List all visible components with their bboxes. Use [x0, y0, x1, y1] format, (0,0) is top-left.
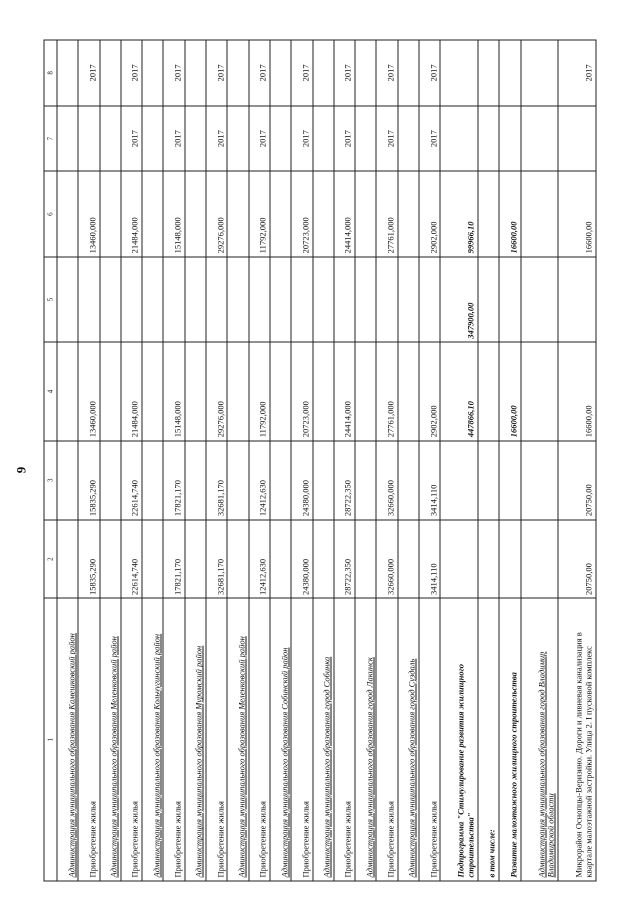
row-label: Приобретение жилья	[419, 598, 440, 881]
col-header: 3	[44, 441, 57, 520]
cell-c3	[440, 441, 478, 520]
cell-c7	[313, 106, 334, 172]
col-header: 2	[44, 520, 57, 599]
cell-c7	[227, 106, 248, 172]
row-label: Администрация муниципального образования Собинский район	[270, 598, 291, 881]
cell-c7	[78, 106, 99, 172]
cell-c3: 32660,000	[376, 441, 397, 520]
cell-c2: 15835,290	[78, 520, 99, 599]
cell-c6: 21484,000	[121, 171, 142, 256]
cell-c7: 2017	[291, 106, 312, 172]
col-header: 5	[44, 257, 57, 342]
row-label: Приобретение жилья	[121, 598, 142, 881]
cell-c3: 32681,170	[206, 441, 227, 520]
cell-c7: 2017	[376, 106, 397, 172]
cell-c2	[270, 520, 291, 599]
cell-c7	[440, 106, 478, 172]
page-number: 9	[13, 466, 29, 474]
cell-c7: 2017	[163, 106, 184, 172]
cell-c7: 2017	[249, 106, 270, 172]
row-label: Администрация муниципального образования Кольчугинский район	[142, 598, 163, 881]
cell-c3: 12412,630	[249, 441, 270, 520]
cell-c6	[398, 171, 419, 256]
table-row	[249, 40, 270, 881]
cell-c8: 2017	[249, 40, 270, 106]
cell-c2	[227, 520, 248, 599]
cell-c6: 24414,000	[334, 171, 355, 256]
cell-c5	[313, 257, 334, 342]
cell-c7	[270, 106, 291, 172]
cell-c2	[499, 520, 520, 599]
cell-c7: 2017	[206, 106, 227, 172]
cell-c5	[478, 257, 499, 342]
cell-c5	[398, 257, 419, 342]
cell-c8	[355, 40, 376, 106]
cell-c5	[163, 257, 184, 342]
cell-c8: 2017	[206, 40, 227, 106]
col-header: 4	[44, 342, 57, 441]
cell-c5	[78, 257, 99, 342]
cell-c4: 20723,000	[291, 342, 312, 441]
row-label: Администрация муниципального образования город Суздаль	[398, 598, 419, 881]
cell-c8	[499, 40, 520, 106]
row-label: Администрация муниципального образования город Лакинск	[355, 598, 376, 881]
row-label: Приобретение жилья	[249, 598, 270, 881]
cell-c3: 15835,290	[78, 441, 99, 520]
cell-c4	[185, 342, 206, 441]
cell-c2	[355, 520, 376, 599]
table-row	[334, 40, 355, 881]
cell-c7	[57, 106, 78, 172]
cell-c2	[57, 520, 78, 599]
cell-c3	[142, 441, 163, 520]
cell-c5	[334, 257, 355, 342]
cell-c6: 15148,000	[163, 171, 184, 256]
cell-c4	[270, 342, 291, 441]
row-label: Приобретение жилья	[334, 598, 355, 881]
cell-c5	[355, 257, 376, 342]
row-label: Развитие малоэтажного жилищного строительства	[499, 598, 520, 881]
cell-c4	[313, 342, 334, 441]
cell-c7	[185, 106, 206, 172]
cell-c7: 2017	[419, 106, 440, 172]
table-row	[419, 40, 440, 881]
cell-c4: 447866,10	[440, 342, 478, 441]
cell-c8	[100, 40, 121, 106]
cell-c6: 16600,00	[499, 171, 520, 256]
table-row	[206, 40, 227, 881]
row-label: Приобретение жилья	[163, 598, 184, 881]
cell-c8	[57, 40, 78, 106]
cell-c2	[521, 520, 559, 599]
cell-c2: 20750,00	[558, 520, 596, 599]
cell-c5	[249, 257, 270, 342]
cell-c2	[142, 520, 163, 599]
cell-c8: 2017	[78, 40, 99, 106]
cell-c6: 2902,000	[419, 171, 440, 256]
cell-c6	[227, 171, 248, 256]
cell-c7	[355, 106, 376, 172]
cell-c2	[478, 520, 499, 599]
cell-c6	[100, 171, 121, 256]
row-label: Администрация муниципального образования Муромский район	[185, 598, 206, 881]
cell-c4	[227, 342, 248, 441]
header-row	[44, 40, 57, 881]
cell-c6	[478, 171, 499, 256]
cell-c7	[100, 106, 121, 172]
cell-c5	[100, 257, 121, 342]
row-label: Приобретение жилья	[78, 598, 99, 881]
cell-c2: 12412,630	[249, 520, 270, 599]
cell-c7: 2017	[334, 106, 355, 172]
cell-c3	[227, 441, 248, 520]
cell-c8: 2017	[334, 40, 355, 106]
cell-c8	[270, 40, 291, 106]
cell-c4	[355, 342, 376, 441]
section-heading-row	[313, 40, 334, 881]
cell-c6	[57, 171, 78, 256]
cell-c4	[398, 342, 419, 441]
col-header: 8	[44, 40, 57, 106]
cell-c7	[478, 106, 499, 172]
section-heading-row	[100, 40, 121, 881]
cell-c4: 13460,000	[78, 342, 99, 441]
cell-c2	[398, 520, 419, 599]
cell-c4	[478, 342, 499, 441]
table-row	[558, 40, 596, 881]
cell-c4: 29276,000	[206, 342, 227, 441]
cell-c8: 2017	[121, 40, 142, 106]
table-row	[78, 40, 99, 881]
cell-c3	[270, 441, 291, 520]
row-label: Администрация муниципального образования Меленковский район	[227, 598, 248, 881]
cell-c7	[398, 106, 419, 172]
cell-c8: 2017	[376, 40, 397, 106]
cell-c2	[313, 520, 334, 599]
cell-c6: 11792,000	[249, 171, 270, 256]
cell-c6	[355, 171, 376, 256]
cell-c2: 32660,000	[376, 520, 397, 599]
cell-c6: 13460,000	[78, 171, 99, 256]
cell-c3	[355, 441, 376, 520]
row-label: Приобретение жилья	[291, 598, 312, 881]
cell-c6	[185, 171, 206, 256]
section-heading-row	[355, 40, 376, 881]
cell-c8	[398, 40, 419, 106]
cell-c3	[521, 441, 559, 520]
cell-c6: 29276,000	[206, 171, 227, 256]
row-label: Микрорайон Оснопцы-Веризино. Дороги и ливневая канализация в квартале малоэтажной застройки. Улица 2. I пусковой комплекс	[558, 598, 596, 881]
cell-c8	[521, 40, 559, 106]
cell-c5	[521, 257, 559, 342]
section-heading-row	[521, 40, 559, 881]
section-heading-row	[398, 40, 419, 881]
col-header: 1	[44, 598, 57, 881]
cell-c2	[100, 520, 121, 599]
section-heading-row	[185, 40, 206, 881]
cell-c7: 2017	[121, 106, 142, 172]
cell-c2: 28722,350	[334, 520, 355, 599]
section-heading-row	[57, 40, 78, 881]
cell-c6	[521, 171, 559, 256]
cell-c5	[57, 257, 78, 342]
table-row	[376, 40, 397, 881]
cell-c4: 16600,00	[558, 342, 596, 441]
cell-c2: 32681,170	[206, 520, 227, 599]
cell-c3	[478, 441, 499, 520]
cell-c3: 3414,110	[419, 441, 440, 520]
cell-c3: 24380,000	[291, 441, 312, 520]
cell-c3	[313, 441, 334, 520]
row-label: Подпрограмма "Стимулирование развития жилищного строительства"	[440, 598, 478, 881]
table-row	[440, 40, 478, 881]
section-heading-row	[478, 40, 499, 881]
table-row	[163, 40, 184, 881]
cell-c8: 2017	[291, 40, 312, 106]
cell-c7	[142, 106, 163, 172]
cell-c4: 2902,000	[419, 342, 440, 441]
cell-c5	[499, 257, 520, 342]
cell-c5	[270, 257, 291, 342]
cell-c3	[100, 441, 121, 520]
row-label: Администрация муниципального образования Меленковский район	[100, 598, 121, 881]
cell-c2: 24380,000	[291, 520, 312, 599]
cell-c2	[185, 520, 206, 599]
cell-c4: 15148,000	[163, 342, 184, 441]
cell-c8	[227, 40, 248, 106]
cell-c4: 16600,00	[499, 342, 520, 441]
cell-c6: 99966,10	[440, 171, 478, 256]
row-label: Администрация муниципального образования город Владимир Владимирской области	[521, 598, 559, 881]
cell-c5	[419, 257, 440, 342]
table-row	[291, 40, 312, 881]
rotated-table-wrapper	[44, 40, 597, 882]
cell-c3	[185, 441, 206, 520]
cell-c6	[313, 171, 334, 256]
row-label: Администрация муниципального образования город Собинка	[313, 598, 334, 881]
cell-c5	[558, 257, 596, 342]
cell-c3	[57, 441, 78, 520]
cell-c4: 21484,000	[121, 342, 142, 441]
col-header: 6	[44, 171, 57, 256]
cell-c6: 16600,00	[558, 171, 596, 256]
cell-c8: 2017	[419, 40, 440, 106]
cell-c2	[440, 520, 478, 599]
cell-c3: 28722,350	[334, 441, 355, 520]
cell-c3	[398, 441, 419, 520]
cell-c3: 20750,00	[558, 441, 596, 520]
cell-c4: 11792,000	[249, 342, 270, 441]
row-label: Приобретение жилья	[376, 598, 397, 881]
cell-c5	[121, 257, 142, 342]
cell-c5	[291, 257, 312, 342]
cell-c4	[57, 342, 78, 441]
cell-c3: 22614,740	[121, 441, 142, 520]
cell-c4: 27761,000	[376, 342, 397, 441]
table-row	[121, 40, 142, 881]
cell-c6	[270, 171, 291, 256]
cell-c4: 24414,000	[334, 342, 355, 441]
table-row	[499, 40, 520, 881]
row-label: в том числе:	[478, 598, 499, 881]
cell-c2: 22614,740	[121, 520, 142, 599]
cell-c3: 17821,170	[163, 441, 184, 520]
section-heading-row	[142, 40, 163, 881]
cell-c5	[227, 257, 248, 342]
cell-c6	[142, 171, 163, 256]
cell-c5	[142, 257, 163, 342]
col-header: 7	[44, 106, 57, 172]
cell-c8	[478, 40, 499, 106]
cell-c8: 2017	[558, 40, 596, 106]
row-label: Администрация муниципального образования Камешковский район	[57, 598, 78, 881]
cell-c6: 20723,000	[291, 171, 312, 256]
cell-c5	[185, 257, 206, 342]
cell-c4	[521, 342, 559, 441]
cell-c2: 3414,110	[419, 520, 440, 599]
cell-c7	[499, 106, 520, 172]
cell-c5: 347900,00	[440, 257, 478, 342]
row-label: Приобретение жилья	[206, 598, 227, 881]
cell-c4	[142, 342, 163, 441]
cell-c8	[440, 40, 478, 106]
cell-c8: 2017	[163, 40, 184, 106]
cell-c8	[142, 40, 163, 106]
cell-c4	[100, 342, 121, 441]
cell-c8	[313, 40, 334, 106]
cell-c7	[558, 106, 596, 172]
cell-c8	[185, 40, 206, 106]
cell-c5	[206, 257, 227, 342]
cell-c2: 17821,170	[163, 520, 184, 599]
section-heading-row	[270, 40, 291, 881]
cell-c5	[376, 257, 397, 342]
cell-c6: 27761,000	[376, 171, 397, 256]
budget-table	[44, 40, 597, 882]
cell-c3	[499, 441, 520, 520]
cell-c7	[521, 106, 559, 172]
section-heading-row	[227, 40, 248, 881]
